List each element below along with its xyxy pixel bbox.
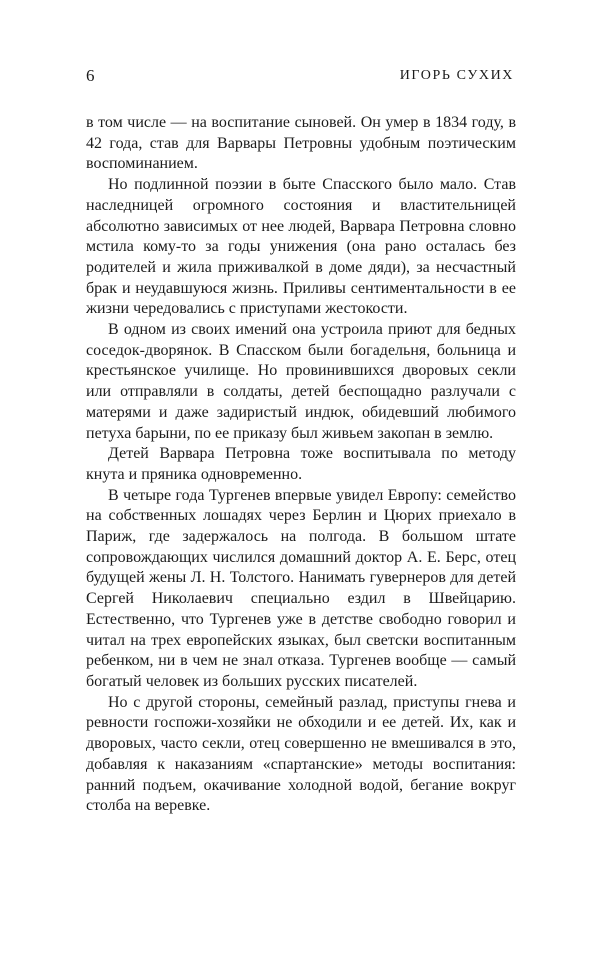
page-number: 6: [86, 66, 95, 85]
page-body: [86, 113, 516, 817]
paragraph-continued: в том числе — на воспитание сыновей. Он умер в 1834 году, в 42 года, став для Варвары Петровны удобным поэтическим воспоминанием.: [86, 114, 516, 173]
paragraph: В четыре года Тургенев впервые увидел Европу: семейство на собственных лошадях через Берлин и Цюрих приехало в Париж, где задержалось на полгода. В большом штате сопровождающих числился домашний доктор А. Е. Берс, отец будущей жены Л. Н. Толстого. Нанимать гувернеров для детей Сергей Николаевич специально ездил в Швейцарию. Естественно, что Тургенев уже в детстве свободно говорил и читал на трех европейских языках, был светски воспитанным ребенком, ни в чем не знал отказа. Тургенев вообще — самый богатый человек из больших русских писателей.: [86, 486, 516, 690]
paragraph: Детей Варвара Петровна тоже воспитывала по методу кнута и пряника одновременно.: [86, 445, 516, 483]
paragraph: Но с другой стороны, семейный разлад, приступы гнева и ревности госпожи-хозяйки не обходили и ее детей. Их, как и дворовых, часто секли, отец совершенно не вмешивался в это, добавляя к наказаниям «спартанские» методы воспитания: ранний подъем, окачивание холодной водой, бегание вокруг столба на веревке.: [86, 693, 516, 815]
paragraph: В одном из своих имений она устроила приют для бедных соседок-дворянок. В Спасском были богадельня, больница и крестьянское училище. Но провинившихся дворовых секли или отправляли в солдаты, детей беспощадно разлучали с матерями и даже задиристый индюк, обидевший любимого петуха барыни, по ее приказу был живьем закопан в землю.: [86, 321, 516, 442]
paragraph: Но подлинной поэзии в быте Спасского было мало. Став наследницей огромного состояния и властительницей абсолютно зависимых от нее людей, Варвара Петровна словно мстила кому-то за годы унижения (она рано осталась без родителей и жила приживалкой в доме дяди), за несчастный брак и неудавшуюся жизнь. Приливы сентиментальности в ее жизни чередовались с приступами жестокости.: [86, 176, 516, 318]
page-header: [86, 66, 514, 90]
running-head: ИГОРЬ СУХИХ: [399, 68, 514, 83]
